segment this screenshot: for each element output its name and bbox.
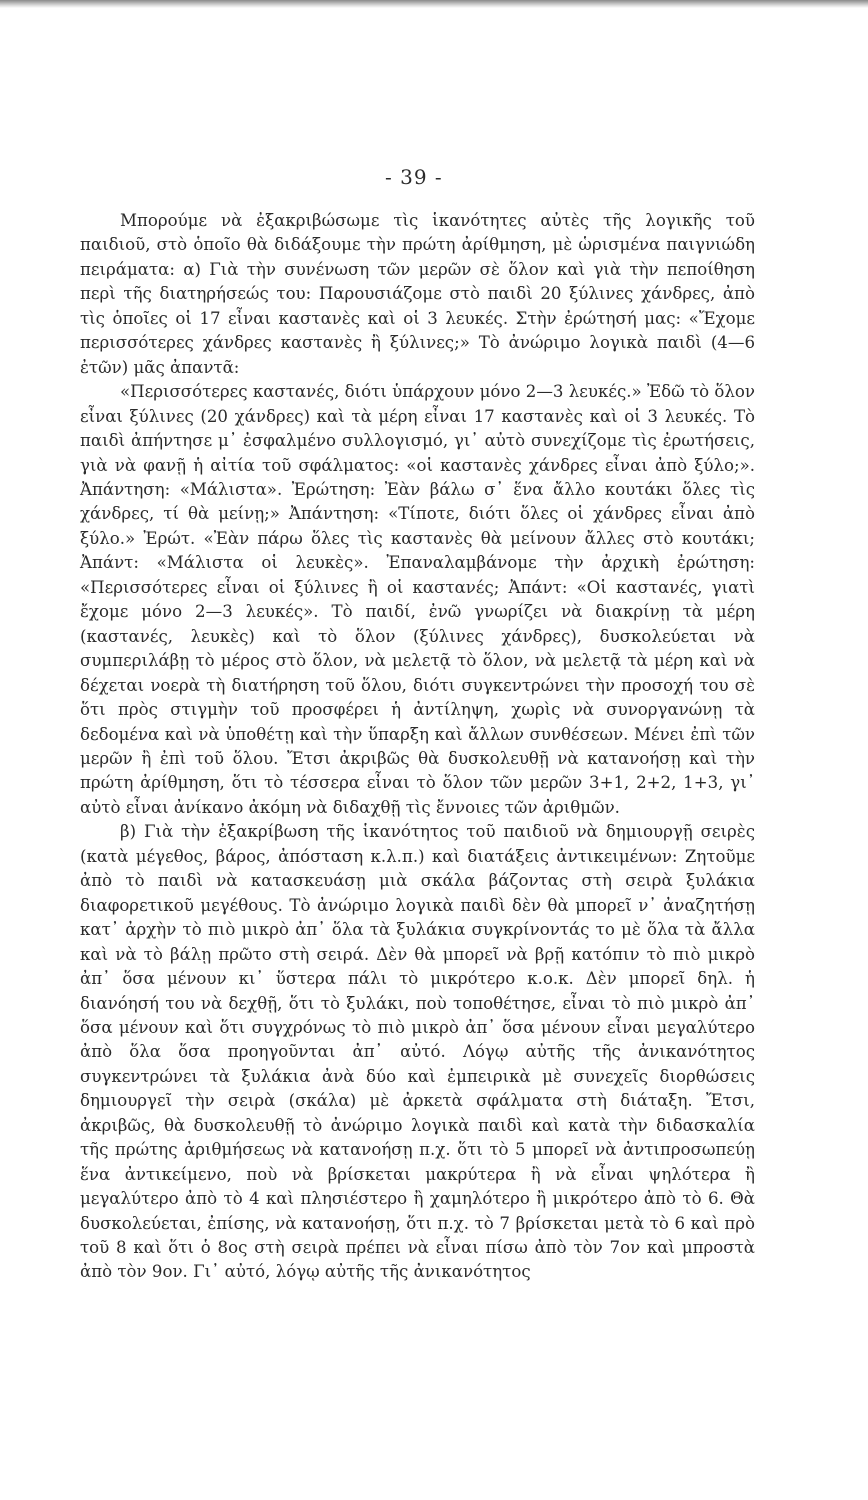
paragraph-2: «Περισσότερες καστανές, διότι ὑπάρχουν μόνο 2—3 λευκές.» Ἐδῶ τὸ ὅλον εἶναι ξύλινες (20 χάνδρες) καὶ τὰ μέρη εἶναι 17 καστανὲς καὶ οἱ 3 λευκές. Τὸ παιδὶ ἀπήντησε μ᾿ ἐσφαλμένο συλλογισμό, γι᾿ αὐτὸ συνεχίζομε τὶς ἐρωτήσεις, γιὰ νὰ φανῇ ἡ αἰτία τοῦ σφάλματος: «οἱ καστανὲς χάνδρες εἶναι ἀπὸ ξύλο;». Ἀπάντηση: «Μάλιστα». Ἐρώτηση: Ἐὰν βάλω σ᾿ ἕνα ἄλλο κουτάκι ὅλες τὶς χάνδρες, τί θὰ μείνῃ;» Ἀπάντηση: «Τίποτε, διότι ὅλες οἱ χάνδρες εἶναι ἀπὸ ξύλο.» Ἐρώτ. «Ἐὰν πάρω ὅλες τὶς καστανὲς θὰ μείνουν ἄλλες στὸ κουτάκι; Ἀπάντ: «Μάλιστα οἱ λευκὲς». Ἐπαναλαμβάνομε τὴν ἀρχικὴ ἐρώτηση: «Περισσότερες εἶναι οἱ ξύλινες ἢ οἱ καστανές; Ἀπάντ: «Οἱ καστανές, γιατὶ ἔχομε μόνο 2—3 λευκές». Τὸ παιδί, ἐνῶ γνωρίζει νὰ διακρίνῃ τὰ μέρη (καστανές, λευκὲς) καὶ τὸ ὅλον (ξύλινες χάνδρες), δυσκολεύεται νὰ συμπεριλάβῃ τὸ μέρος στὸ ὅλον, νὰ μελετᾷ τὸ ὅλον, νὰ μελετᾷ τὰ μέρη καὶ νὰ δέχεται νοερὰ τὴ διατήρηση τοῦ ὅλου, διότι συγκεντρώνει τὴν προσοχή του σὲ ὅτι πρὸς στιγμὴν τοῦ προσφέρει ἡ ἀντίληψη, χωρὶς νὰ συνοργανώνῃ τὰ δεδομένα καὶ νὰ ὑποθέτῃ καὶ τὴν ὕπαρξη καὶ ἄλλων συνθέσεων. Μένει ἐπὶ τῶν μερῶν ἢ ἐπὶ τοῦ ὅλου. Ἔτσι ἀκριβῶς θὰ δυσκολευθῇ νὰ κατανοήσῃ καὶ τὴν πρώτη ἀρίθμηση, ὅτι τὸ τέσσερα εἶναι τὸ ὅλον τῶν μερῶν 3+1, 2+2, 1+3, γι᾿ αὐτὸ εἶναι ἀνίκανο ἀκόμη νὰ διδαχθῇ τὶς ἔννοιες τῶν ἀριθμῶν. [80, 382, 755, 817]
paragraph-1: Μπορούμε νὰ ἐξακριβώσωμε τὶς ἱκανότητες αὐτὲς τῆς λογικῆς τοῦ παιδιοῦ, στὸ ὁποῖο θὰ διδάξουμε τὴν πρώτη ἀρίθμηση, μὲ ὡρισμένα παιγνιώδη πειράματα: α) Γιὰ τὴν συνένωση τῶν μερῶν σὲ ὅλον καὶ γιὰ τὴν πεποίθηση περὶ τῆς διατηρήσεώς του: Παρουσιάζομε στὸ παιδὶ 20 ξύλινες χάνδρες, ἀπὸ τὶς ὁποῖες οἱ 17 εἶναι καστανὲς καὶ οἱ 3 λευκές. Στὴν ἐρώτησή μας: «Ἔχομε περισσότερες χάνδρες καστανὲς ἢ ξύλινες;» Τὸ ἀνώριμο λογικὰ παιδὶ (4—6 ἐτῶν) μᾶς ἀπαντᾶ: [80, 211, 755, 377]
scan-top-edge [0, 0, 868, 8]
body-text [80, 209, 755, 1285]
page-number: - 39 - [385, 165, 443, 189]
paragraph-3: β) Γιὰ τὴν ἐξακρίβωση τῆς ἱκανότητος τοῦ παιδιοῦ νὰ δημιουργῇ σειρὲς (κατὰ μέγεθος, βάρος, ἀπόσταση κ.λ.π.) καὶ διατάξεις ἀντικειμένων: Ζητοῦμε ἀπὸ τὸ παιδὶ νὰ κατασκευάσῃ μιὰ σκάλα βάζοντας στὴ σειρὰ ξυλάκια διαφορετικοῦ μεγέθους. Τὸ ἀνώριμο λογικὰ παιδὶ δὲν θὰ μπορεῖ ν᾿ ἀναζητήσῃ κατ᾿ ἀρχὴν τὸ πιὸ μικρὸ ἀπ᾿ ὅλα τὰ ξυλάκια συγκρίνοντάς το μὲ ὅλα τὰ ἄλλα καὶ νὰ τὸ βάλῃ πρῶτο στὴ σειρά. Δὲν θὰ μπορεῖ νὰ βρῇ κατόπιν τὸ πιὸ μικρὸ ἀπ᾿ ὅσα μένουν κι᾿ ὕστερα πάλι τὸ μικρότερο κ.ο.κ. Δὲν μπορεῖ δηλ. ἡ διανόησή του νὰ δεχθῇ, ὅτι τὸ ξυλάκι, ποὺ τοποθέτησε, εἶναι τὸ πιὸ μικρὸ ἀπ᾿ ὅσα μένουν καὶ ὅτι συγχρόνως τὸ πιὸ μικρὸ ἀπ᾿ ὅσα μένουν εἶναι μεγαλύτερο ἀπὸ ὅλα ὅσα προηγοῦνται ἀπ᾿ αὐτό. Λόγῳ αὐτῆς τῆς ἀνικανότητος συγκεντρώνει τὰ ξυλάκια ἀνὰ δύο καὶ ἐμπειρικὰ μὲ συνεχεῖς διορθώσεις δημιουργεῖ τὴν σειρὰ (σκάλα) μὲ ἀρκετὰ σφάλματα στὴ διάταξη. Ἔτσι, ἀκριβῶς, θὰ δυσκολευθῇ τὸ ἀνώριμο λογικὰ παιδὶ καὶ κατὰ τὴν διδασκαλία τῆς πρώτης ἀριθμήσεως νὰ κατανοήσῃ π.χ. ὅτι τὸ 5 μπορεῖ νὰ ἀντιπροσωπεύῃ ἕνα ἀντικείμενο, ποὺ νὰ βρίσκεται μακρύτερα ἢ νὰ εἶναι ψηλότερα ἢ μεγαλύτερο ἀπὸ τὸ 4 καὶ πλησιέστερο ἢ χαμηλότερο ἢ μικρότερο ἀπὸ τὸ 6. Θὰ δυσκολεύεται, ἐπίσης, νὰ κατανοήσῃ, ὅτι π.χ. τὸ 7 βρίσκεται μετὰ τὸ 6 καὶ πρὸ τοῦ 8 καὶ ὅτι ὁ 8ος στὴ σειρὰ πρέπει νὰ εἶναι πίσω ἀπὸ τὸν 7ον καὶ μπροστὰ ἀπὸ τὸν 9ον. Γι᾿ αὐτό, λόγῳ αὐτῆς τῆς ἀνικανότητος [80, 822, 755, 1282]
